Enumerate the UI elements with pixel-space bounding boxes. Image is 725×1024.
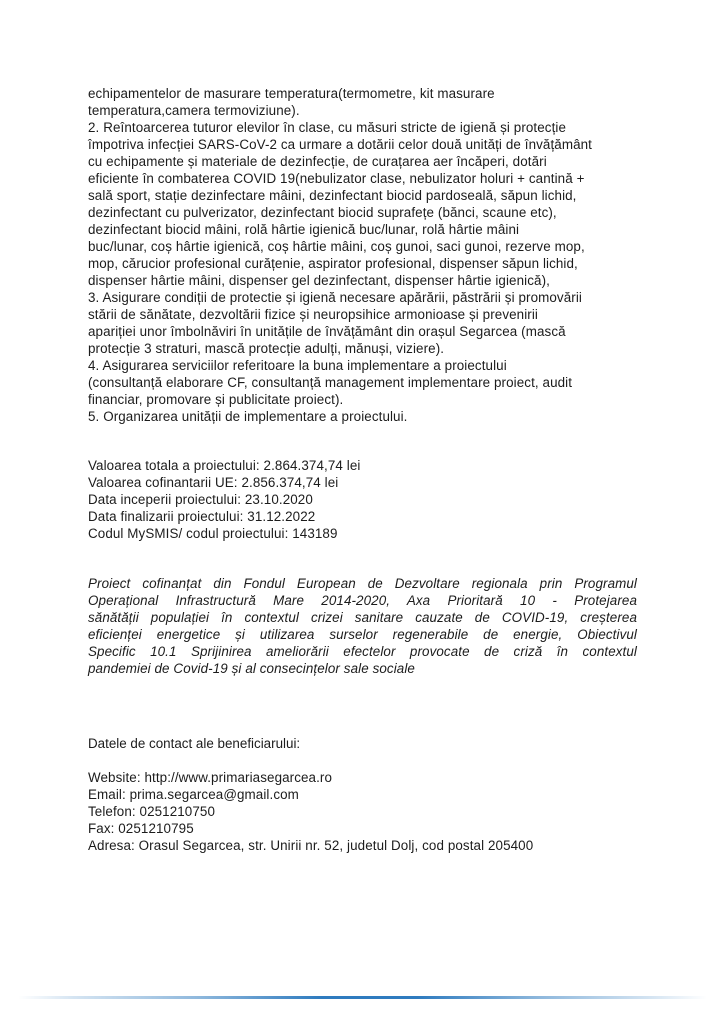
description-line: dezinfectant biocid mâini, rolă hârtie igienică buc/lunar, rolă hârtie mâini [88,222,520,237]
description-line: sală sport, stație dezinfectare mâini, dezinfectant biocid pardoseală, săpun lichid, [88,188,577,203]
funding-statement-line: pandemiei de Covid-19 și al consecințelor sale sociale [88,661,415,676]
project-facts [88,457,637,542]
description-line: temperatura,camera termoviziune). [88,103,300,118]
project-fact-line: Codul MySMIS/ codul proiectului: 143189 [88,526,338,541]
footer-divider [18,996,707,999]
contact-line: Email: prima.segarcea@gmail.com [88,787,299,802]
funding-statement-line: sănătății populației în contextul crizei sanitare cauzate de COVID-19, creșterea [88,610,637,625]
contact-line: Fax: 0251210795 [88,821,194,836]
project-fact-line: Data finalizarii proiectului: 31.12.2022 [88,509,316,524]
contact-details [88,769,637,854]
description-line: buc/lunar, coș hârtie igienică, coș hârtie mâini, coș gunoi, saci gunoi, rezerve mop, [88,239,585,254]
description-line: (consultanță elaborare CF, consultanță management implementare proiect, audit [88,375,573,390]
description-line: 3. Asigurare condiții de protectie și igienă necesare apărării, păstrării și promovării [88,290,582,305]
funding-statement [88,575,637,677]
contact-line: Website: http://www.primariasegarcea.ro [88,770,333,785]
contact-line: Adresa: Orasul Segarcea, str. Unirii nr. 52, judetul Dolj, cod postal 205400 [88,838,534,853]
description-line: împotriva infecției SARS-CoV-2 ca urmare a dotării celor două unități de învățământ [88,137,592,152]
project-fact-line: Data inceperii proiectului: 23.10.2020 [88,492,313,507]
description-line: stării de sănătate, dezvoltării fizice și neuropsihice armonioase și prevenirii [88,307,538,322]
funding-statement-line: Specific 10.1 Sprijinirea ameliorării efectelor provocate de criză în contextul [88,644,637,659]
document-content [88,85,637,854]
description-line: protecție 3 straturi, mască protecție adulți, mănuși, viziere). [88,341,445,356]
project-fact-line: Valoarea totala a proiectului: 2.864.374,74 lei [88,458,361,473]
description-line: apariției unor îmbolnăviri în unitățile de învățământ din orașul Segarcea (mască [88,324,566,339]
funding-statement-line: Operațional Infrastructură Mare 2014-2020, Axa Prioritară 10 - Protejarea [88,593,637,608]
contact-line: Telefon: 0251210750 [88,804,215,819]
funding-statement-line: Proiect cofinanțat din Fondul European de Dezvoltare regionala prin Programul [88,576,637,591]
funding-statement-line: eficienței energetice și utilizarea surselor regenerabile de energie, Obiectivul [88,627,637,642]
contact-heading: Datele de contact ale beneficiarului: [88,736,301,751]
description-line: financiar, promovare și publicitate proiect). [88,392,344,407]
description-line: echipamentelor de masurare temperatura(termometre, kit masurare [88,86,495,101]
description-line: eficiente în combaterea COVID 19(nebulizator clase, nebulizator holuri + cantină + [88,171,585,186]
description-line: 5. Organizarea unității de implementare a proiectului. [88,409,408,424]
description-line: cu echipamente și materiale de dezinfecție, de curațarea aer încăperi, dotări [88,154,547,169]
project-activities-paragraph [88,85,637,425]
description-line: dispenser hârtie mâini, dispenser gel dezinfectant, dispenser hârtie igienică), [88,273,550,288]
project-fact-line: Valoarea cofinantarii UE: 2.856.374,74 lei [88,475,339,490]
description-line: 2. Reîntoarcerea tuturor elevilor în clase, cu măsuri stricte de igienă și protecție [88,120,567,135]
description-line: dezinfectant cu pulverizator, dezinfectant biocid suprafețe (bănci, scaune etc), [88,205,557,220]
description-line: 4. Asigurarea serviciilor referitoare la buna implementare a proiectului [88,358,507,373]
description-line: mop, cărucior profesional curățenie, aspirator profesional, dispenser săpun lichid, [88,256,578,271]
